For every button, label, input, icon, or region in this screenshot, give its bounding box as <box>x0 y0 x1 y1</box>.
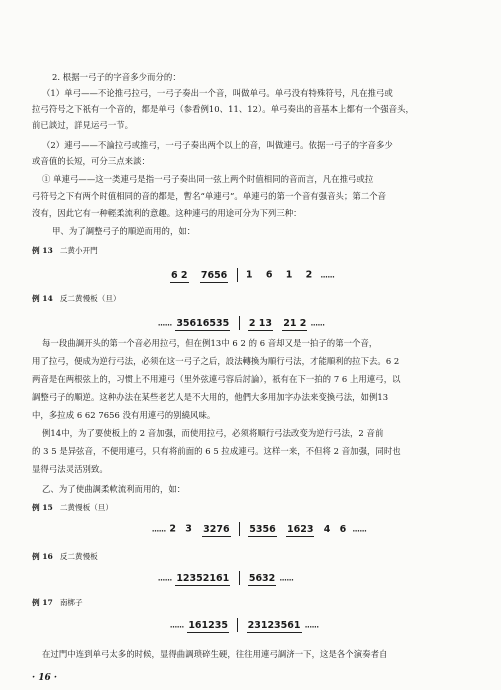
paragraph-line: 乙、为了使曲調柔軟流利而用的，如： <box>42 484 186 494</box>
example-name: 反二黄慢板（旦） <box>59 294 121 303</box>
score-17 <box>170 618 319 633</box>
notes: 5632 <box>248 572 276 584</box>
notes: 2 13 <box>248 317 272 329</box>
notes: 5356 <box>249 523 276 535</box>
ellipsis: …… <box>158 574 172 583</box>
bar-line <box>237 618 238 632</box>
paragraph-line: 弓符号之下有两个时值相同的音的都是，暫名“单連弓”。单連弓的第一个音有强音头；第二个音 <box>32 191 387 201</box>
notes: 6 2 <box>171 269 188 281</box>
score-15 <box>152 522 367 537</box>
notes: 4 6 <box>323 523 350 535</box>
paragraph-line: 前已談过，詳見运弓一节。 <box>32 120 134 130</box>
example-number: 例 16 <box>32 552 53 561</box>
notes: 3276 <box>203 523 230 535</box>
example-name: 二黄慢板（旦） <box>59 503 113 512</box>
ellipsis: …… <box>320 271 335 280</box>
notes: 35616535 <box>176 317 230 329</box>
ellipsis: …… <box>158 319 172 328</box>
paragraph-line: 調整弓子的順逆。这种办法在某些老艺人是不大用的，他們大多用加字办法来变換弓法，如例13 <box>32 392 389 402</box>
page-number: · 16 · <box>32 673 58 683</box>
example-name: 反二黄慢板 <box>59 552 98 561</box>
example-17-label <box>32 598 83 608</box>
paragraph-line: 2. 根据一弓子的字音多少而分的： <box>52 72 181 82</box>
example-15-label <box>32 503 113 513</box>
ellipsis: …… <box>170 621 184 630</box>
example-number: 例 15 <box>32 503 53 512</box>
score-14 <box>158 316 325 331</box>
paragraph-line: 中，多拉成 6 62 7656 没有用連弓的别繞风味。 <box>32 410 216 420</box>
paragraph-line: 沒有，因此它有一种輕柔流利的意趣。这种連弓的用途可分为下列三种： <box>32 208 302 218</box>
paragraph-line: ① 单連弓——这一类連弓是指一弓子奏出同一弦上两个时值相同的音而言，凡在推弓或拉 <box>42 174 374 184</box>
paragraph-line: 例14中，为了要使板上的 2 音加强，而使用拉弓，必须将順行弓法改变为逆行弓法，2 音前 <box>42 428 384 438</box>
notes: 21 2 <box>283 317 307 329</box>
paragraph-line: 用了拉弓，便成为逆行弓法，必须在这一弓子之后，設法轉換为順行弓法，才能順利的拉下去。6 2 <box>32 356 400 366</box>
paragraph-line: 的 3 5 是异弦音，不便用連弓，只有将前面的 6 5 拉成連弓。这样一来，不但将 2 音加强，同时也 <box>32 446 401 456</box>
paragraph-line: 甲、为了調整弓子的順逆而用的，如： <box>52 226 196 236</box>
notes: 2 3 <box>169 523 195 535</box>
paragraph-line: 显得弓法灵活別致。 <box>32 464 108 474</box>
bar-line <box>239 316 240 330</box>
ellipsis: …… <box>352 525 367 534</box>
notes: 161235 <box>188 619 228 631</box>
example-number: 例 14 <box>32 294 53 303</box>
notes: 7656 <box>200 269 228 281</box>
notes: 1623 <box>287 523 314 535</box>
paragraph-line: （2）連弓——不論拉弓或推弓，一弓子奏出两个以上的音，叫做連弓。依据一弓子的字音多少 <box>42 140 393 150</box>
score-16 <box>158 571 294 586</box>
paragraph-line: 在过門中连到单弓太多的时候，显得曲調琐碎生硬，往往用連弓調济一下，这是各个演奏者自 <box>42 649 388 659</box>
ellipsis: …… <box>152 525 166 534</box>
notes: 1 6 1 2 <box>245 269 318 281</box>
notes: 12352161 <box>176 572 230 584</box>
paragraph-line: 两音是在两根弦上的，习惯上不用連弓（里外弦連弓容后討論），祇有在下一拍的 7 6 上用連弓，以 <box>32 374 401 384</box>
example-number: 例 13 <box>32 246 53 255</box>
paragraph-line: 拉弓符号之下祇有一个音的，都是单弓（参看例10、11、12）。单弓奏出的音基本上都有一个强音头， <box>32 104 414 114</box>
paragraph-line: 或音值的长短，可分三点来談： <box>32 156 150 166</box>
bar-line <box>237 268 238 282</box>
bar-line <box>239 522 240 536</box>
ellipsis: …… <box>304 621 319 630</box>
example-name: 南梆子 <box>59 598 83 607</box>
paragraph-line: 每一段曲調开头的第一个音必用拉弓，但在例13中 6 2 的 6 音却又是一拍子的第一个音， <box>42 338 378 348</box>
notes: 23123561 <box>247 619 301 631</box>
example-14-label <box>32 294 121 304</box>
example-16-label <box>32 552 98 562</box>
bar-line <box>239 571 240 585</box>
example-13-label <box>32 246 98 256</box>
paragraph-line: （1）单弓——不论推弓拉弓，一弓子奏出一个音，叫做单弓。单弓没有特殊符号，凡在推弓或 <box>42 88 393 98</box>
score-13 <box>170 268 335 283</box>
example-name: 二黄小开門 <box>59 246 98 255</box>
ellipsis: …… <box>310 319 325 328</box>
ellipsis: …… <box>279 574 294 583</box>
example-number: 例 17 <box>32 598 53 607</box>
